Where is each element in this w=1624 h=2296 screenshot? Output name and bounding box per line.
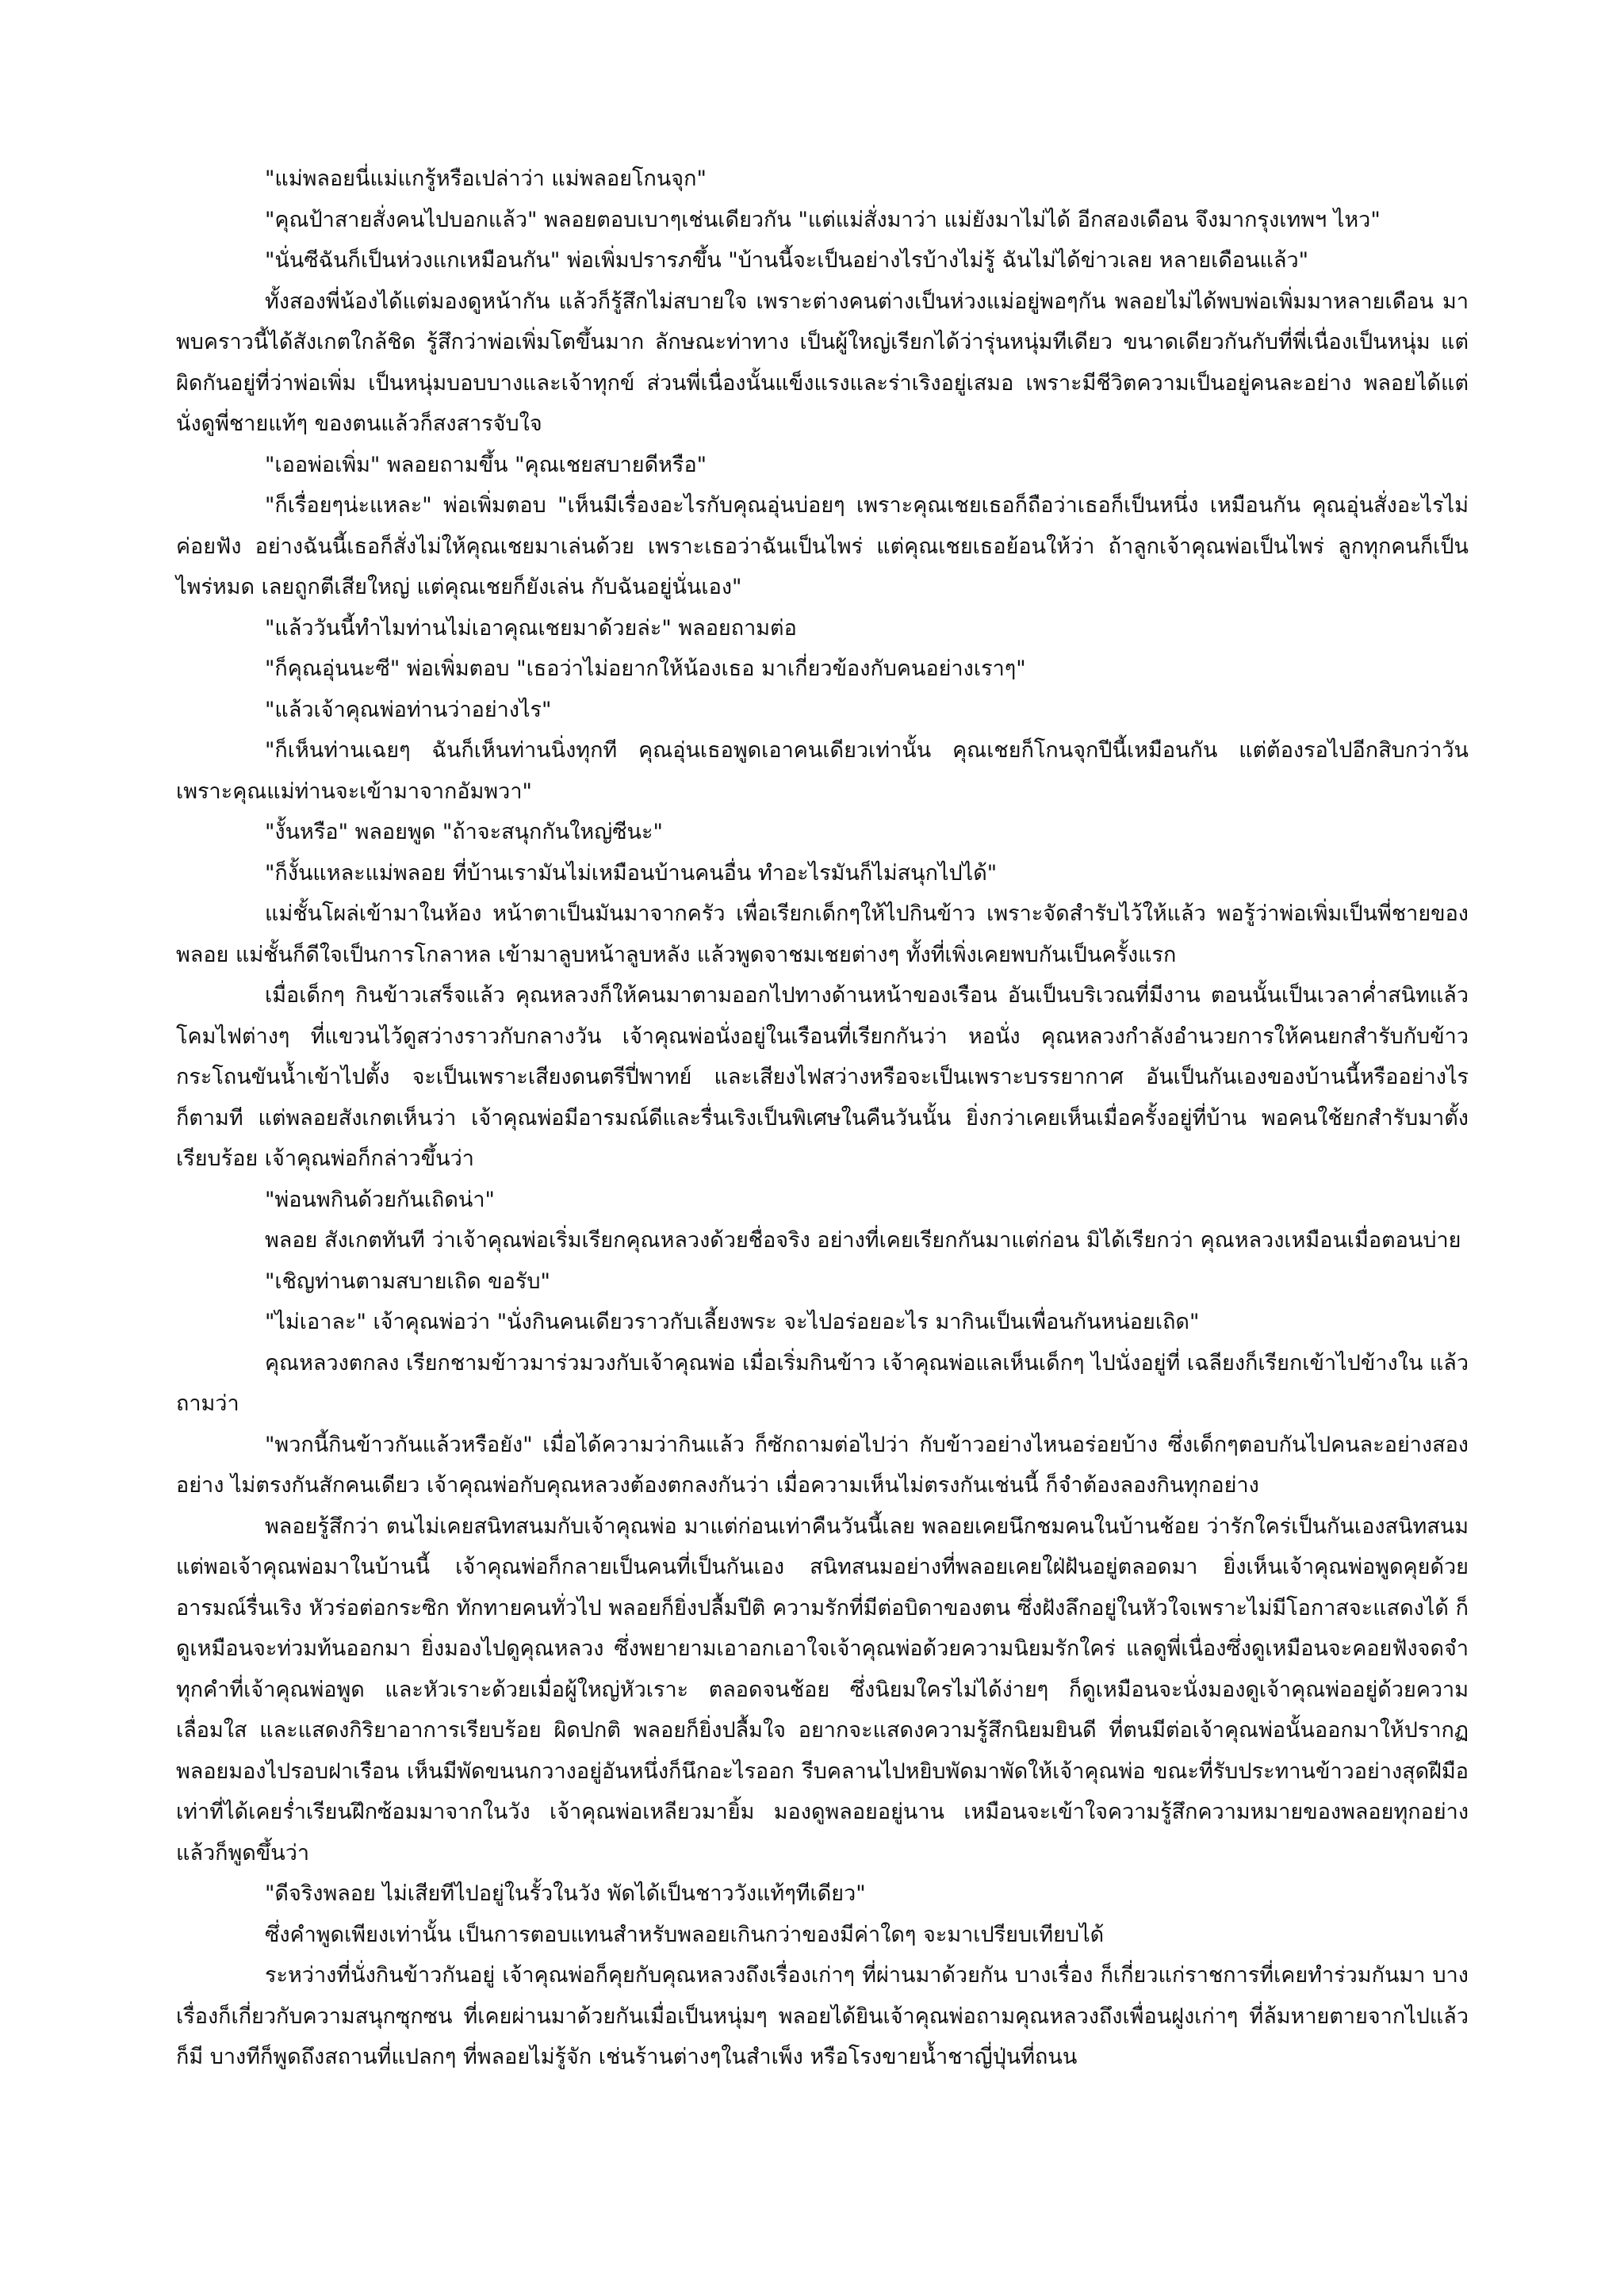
- paragraph-18: "ไม่เอาละ" เจ้าคุณพ่อว่า "นั่งกินคนเดียวราวกับเลี้ยงพระ จะไปอร่อยอะไร มากินเป็นเพื่อนกันหน่อยเถิด": [265, 1310, 1200, 1334]
- paragraph-19: คุณหลวงตกลง เรียกชามข้าวมาร่วมวงกับเจ้าคุณพ่อ เมื่อเริ่มกินข้าว เจ้าคุณพ่อแลเห็นเด็กๆ ไปนั่งอยู่ที่ เฉลียงก็เรียกเข้าไปข้างใน แล้วถามว่า: [176, 1350, 1469, 1416]
- paragraph-13: แม่ชั้นโผล่เข้ามาในห้อง หน้าตาเป็นมันมาจากครัว เพื่อเรียกเด็กๆให้ไปกินข้าว เพราะจัดสำรับไว้ให้แล้ว พอรู้ว่าพ่อเพิ่มเป็นพี่ชายของพลอย แม่ชั้นก็ดีใจเป็นการโกลาหล เข้ามาลูบหน้าลูบหลัง แล้วพูดจาชมเชยต่างๆ ทั้งที่เพิ่งเคยพบกันเป็นครั้งแรก: [176, 901, 1469, 967]
- paragraph-17: "เชิญท่านตามสบายเถิด ขอรับ": [265, 1269, 550, 1294]
- paragraph-14: เมื่อเด็กๆ กินข้าวเสร็จแล้ว คุณหลวงก็ให้คนมาตามออกไปทางด้านหน้าของเรือน อันเป็นบริเวณที่มีงาน ตอนนั้นเป็นเวลาค่ำสนิทแล้ว โคมไฟต่างๆ ที่แขวนไว้ดูสว่างราวกับกลางวัน เจ้าคุณพ่อนั่งอยู่ในเรือนที่เรียกกันว่า หอนั่ง คุณหลวงกำลังอำนวยการให้คนยกสำรับกับข้าว กระโถนขันน้ำเข้าไปตั้ง จะเป็นเพราะเสียงดนตรีปี่พาทย์ และเสียงไฟสว่างหรือจะเป็นเพราะบรรยากาศ อันเป็นกันเองของบ้านนี้หรืออย่างไรก็ตามที แต่พลอยสังเกตเห็นว่า เจ้าคุณพ่อมีอารมณ์ดีและรื่นเริงเป็นพิเศษในคืนวันนั้น ยิ่งกว่าเคยเห็นเมื่อครั้งอยู่ที่บ้าน พอคนใช้ยกสำรับมาตั้ง เรียบร้อย เจ้าคุณพ่อก็กล่าวขึ้นว่า: [176, 983, 1469, 1171]
- paragraph-11: "งั้นหรือ" พลอยพูด "ถ้าจะสนุกกันใหญ่ซีนะ": [265, 820, 663, 844]
- paragraph-7: "แล้ววันนี้ทำไมท่านไม่เอาคุณเชยมาด้วยล่ะ" พลอยถามต่อ: [265, 615, 797, 641]
- paragraph-1: "แม่พลอยนี่แม่แกรู้หรือเปล่าว่า แม่พลอยโกนจุก": [265, 166, 707, 191]
- paragraph-23: ซึ่งคำพูดเพียงเท่านั้น เป็นการตอบแทนสำหรับพลอยเกินกว่าของมีค่าใดๆ จะมาเปรียบเทียบได้: [265, 1922, 1105, 1947]
- paragraph-20: "พวกนี้กินข้าวกันแล้วหรือยัง" เมื่อได้ความว่ากินแล้ว ก็ซักถามต่อไปว่า กับข้าวอย่างไหนอร่อยบ้าง ซึ่งเด็กๆตอบกันไปคนละอย่างสองอย่าง ไม่ตรงกันสักคนเดียว เจ้าคุณพ่อกับคุณหลวงต้องตกลงกันว่า เมื่อความเห็นไม่ตรงกันเช่นนี้ ก็จำต้องลองกินทุกอย่าง: [176, 1432, 1469, 1498]
- paragraph-3: "นั่นซีฉันก็เป็นห่วงแกเหมือนกัน" พ่อเพิ่มปรารภขึ้น "บ้านนี้จะเป็นอย่างไรบ้างไม่รู้ ฉันไม่ได้ข่าวเลย หลายเดือนแล้ว": [265, 248, 1309, 273]
- paragraph-22: "ดีจริงพลอย ไม่เสียทีไปอยู่ในรั้วในวัง พัดได้เป็นชาววังแท้ๆทีเดียว": [265, 1881, 866, 1906]
- paragraph-8: "ก็คุณอุ่นนะซี" พ่อเพิ่มตอบ "เธอว่าไม่อยากให้น้องเธอ มาเกี่ยวข้องกับคนอย่างเราๆ": [265, 656, 1026, 681]
- paragraph-10: "ก็เห็นท่านเฉยๆ ฉันก็เห็นท่านนิ่งทุกที คุณอุ่นเธอพูดเอาคนเดียวเท่านั้น คุณเชยก็โกนจุกปีนี้เหมือนกัน แต่ต้องรอไปอีกสิบกว่าวัน เพราะคุณแม่ท่านจะเข้ามาจากอัมพวา": [176, 738, 1469, 804]
- paragraph-16: พลอย สังเกตทันที ว่าเจ้าคุณพ่อเริ่มเรียกคุณหลวงด้วยชื่อจริง อย่างที่เคยเรียกกันมาแต่ก่อน มิได้เรียกว่า คุณหลวงเหมือนเมื่อตอนบ่าย: [265, 1228, 1461, 1253]
- paragraph-21: พลอยรู้สึกว่า ตนไม่เคยสนิทสนมกับเจ้าคุณพ่อ มาแต่ก่อนเท่าคืนวันนี้เลย พลอยเคยนึกชมคนในบ้านช้อย ว่ารักใคร่เป็นกันเองสนิทสนม แต่พอเจ้าคุณพ่อมาในบ้านนี้ เจ้าคุณพ่อก็กลายเป็นคนที่เป็นกันเอง สนิทสนมอย่างที่พลอยเคยใฝ่ฝันอยู่ตลอดมา ยิ่งเห็นเจ้าคุณพ่อพูดคุยด้วยอารมณ์รื่นเริง หัวร่อต่อกระซิก ทักทายคนทั่วไป พลอยก็ยิ่งปลื้มปีติ ความรักที่มีต่อบิดาของตน ซึ่งฝังลึกอยู่ในหัวใจเพราะไม่มีโอกาสจะแสดงได้ ก็ดูเหมือนจะท่วมท้นออกมา ยิ่งมองไปดูคุณหลวง ซึ่งพยายามเอาอกเอาใจเจ้าคุณพ่อด้วยความนิยมรักใคร่ แลดูพี่เนื่องซึ่งดูเหมือนจะคอยฟังจดจำทุกคำที่เจ้าคุณพ่อพูด และหัวเราะด้วยเมื่อผู้ใหญ่หัวเราะ ตลอดจนช้อย ซึ่งนิยมใครไม่ได้ง่ายๆ ก็ดูเหมือนจะนั่งมองดูเจ้าคุณพ่ออยู่ด้วยความเลื่อมใส และแสดงกิริยาอาการเรียบร้อย ผิดปกติ พลอยก็ยิ่งปลื้มใจ อยากจะแสดงความรู้สึกนิยมยินดี ที่ตนมีต่อเจ้าคุณพ่อนั้นออกมาให้ปรากฏ พลอยมองไปรอบฝาเรือน เห็นมีพัดขนนกวางอยู่อันหนึ่งก็นึกอะไรออก รีบคลานไปหยิบพัดมาพัดให้เจ้าคุณพ่อ ขณะที่รับประทานข้าวอย่างสุดฝีมือ เท่าที่ได้เคยร่ำเรียนฝึกซ้อมมาจากในวัง เจ้าคุณพ่อเหลียวมายิ้ม มองดูพลอยอยู่นาน เหมือนจะเข้าใจความรู้สึกความหมายของพลอยทุกอย่าง แล้วก็พูดขึ้นว่า: [176, 1513, 1469, 1866]
- paragraph-6: "ก็เรื่อยๆน่ะแหละ" พ่อเพิ่มตอบ "เห็นมีเรื่องอะไรกับคุณอุ่นบ่อยๆ เพราะคุณเชยเธอก็ถือว่าเธอก็เป็นหนึ่ง เหมือนกัน คุณอุ่นสั่งอะไรไม่ค่อยฟัง อย่างฉันนี้เธอก็สั่งไม่ให้คุณเชยมาเล่นด้วย เพราะเธอว่าฉันเป็นไพร่ แต่คุณเชยเธอย้อนให้ว่า ถ้าลูกเจ้าคุณพ่อเป็นไพร่ ลูกทุกคนก็เป็นไพร่หมด เลยถูกตีเสียใหญ่ แต่คุณเชยก็ยังเล่น กับฉันอยู่นั่นเอง": [176, 493, 1469, 599]
- document-body: [176, 159, 1469, 2078]
- paragraph-4: ทั้งสองพี่น้องได้แต่มองดูหน้ากัน แล้วก็รู้สึกไม่สบายใจ เพราะต่างคนต่างเป็นห่วงแม่อยู่พอๆกัน พลอยไม่ได้พบพ่อเพิ่มมาหลายเดือน มาพบคราวนี้ได้สังเกตใกล้ชิด รู้สึกว่าพ่อเพิ่มโตขึ้นมาก ลักษณะท่าทาง เป็นผู้ใหญ่เรียกได้ว่ารุ่นหนุ่มทีเดียว ขนาดเดียวกันกับที่พี่เนื่องเป็นหนุ่ม แต่ผิดกันอยู่ที่ว่าพ่อเพิ่ม เป็นหนุ่มบอบบางและเจ้าทุกข์ ส่วนพี่เนื่องนั้นแข็งแรงและร่าเริงอยู่เสมอ เพราะมีชีวิตความเป็นอยู่คนละอย่าง พลอยได้แต่นั่งดูพี่ชายแท้ๆ ของตนแล้วก็สงสารจับใจ: [176, 289, 1469, 436]
- paragraph-5: "เออพ่อเพิ่ม" พลอยถามขึ้น "คุณเชยสบายดีหรือ": [265, 452, 707, 477]
- paragraph-24: ระหว่างที่นั่งกินข้าวกันอยู่ เจ้าคุณพ่อก็คุยกับคุณหลวงถึงเรื่องเก่าๆ ที่ผ่านมาด้วยกัน บางเรื่อง ก็เกี่ยวแก่ราชการที่เคยทำร่วมกันมา บางเรื่องก็เกี่ยวกับความสนุกซุกซน ที่เคยผ่านมาด้วยกันเมื่อเป็นหนุ่มๆ พลอยได้ยินเจ้าคุณพ่อถามคุณหลวงถึงเพื่อนฝูงเก่าๆ ที่ล้มหายตายจากไปแล้วก็มี บางทีก็พูดถึงสถานที่แปลกๆ ที่พลอยไม่รู้จัก เช่นร้านต่างๆในสำเพ็ง หรือโรงขายน้ำชาญี่ปุ่นที่ถนน: [176, 1963, 1469, 2069]
- paragraph-12: "ก็งั้นแหละแม่พลอย ที่บ้านเรามันไม่เหมือนบ้านคนอื่น ทำอะไรมันก็ไม่สนุกไปได้": [265, 860, 998, 886]
- paragraph-15: "พ่อนพกินด้วยกันเถิดน่า": [265, 1187, 495, 1212]
- paragraph-9: "แล้วเจ้าคุณพ่อท่านว่าอย่างไร": [265, 697, 552, 722]
- paragraph-2: "คุณป้าสายสั่งคนไปบอกแล้ว" พลอยตอบเบาๆเช่นเดียวกัน "แต่แม่สั่งมาว่า แม่ยังมาไม่ได้ อีกสองเดือน จึงมากรุงเทพฯ ไหว": [265, 207, 1381, 232]
